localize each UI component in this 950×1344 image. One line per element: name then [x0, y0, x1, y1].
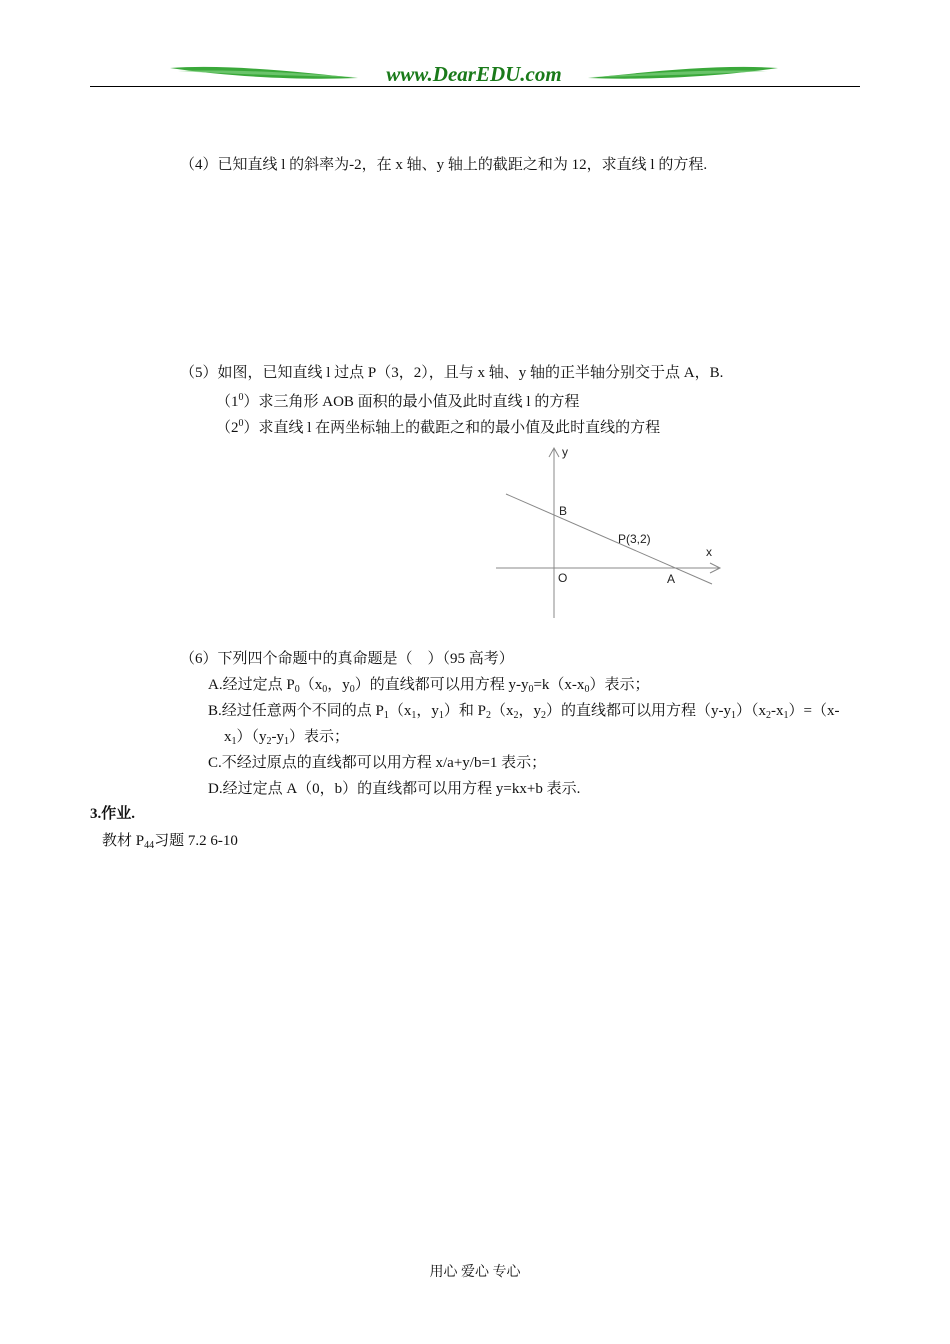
point-p-label: P(3,2) [618, 532, 651, 546]
problem-6: （6）下列四个命题中的真命题是（ ）（95 高考） [180, 651, 514, 667]
option-d: D.经过定点 A（0，b）的直线都可以用方程 y=kx+b 表示. [208, 781, 581, 797]
header-rule [90, 86, 860, 87]
problem-4: （4）已知直线 l 的斜率为-2，在 x 轴、y 轴上的截距之和为 12，求直线 l 的方程. [180, 157, 708, 173]
option-b-line-1: B.经过任意两个不同的点 $P_1(x_1$，$y_1$）和 $P_2(x_2$，$y_2$）的直线都可以用方程$(y-y_1)(x_2-x_1)=(x-$ [208, 703, 840, 721]
option-b-line-2: $x_1)(y_2-y_1)$表示； [224, 729, 350, 747]
option-c: C.不经过原点的直线都可以用方程 x/a+y/b=1 表示； [208, 755, 547, 771]
y-axis-label: y [562, 445, 568, 459]
site-logo [168, 62, 780, 86]
homework-heading: 3.作业. [90, 806, 136, 822]
point-a-label: A [667, 572, 676, 586]
homework-assignment: 教材 $P_{44}$习题 7.2 6-10 [102, 833, 238, 851]
coordinate-figure [490, 442, 730, 620]
problem-5-sub-1: $(1^0)$求三角形 AOB 面积的最小值及此时直线 l 的方程 [216, 392, 580, 410]
origin-label: O [558, 571, 568, 585]
problem-5-sub-2: $(2^0)$求直线 l 在两坐标轴上的截距之和的最小值及此时直线的方程 [216, 418, 661, 436]
option-a: A.经过定点 $P_0(x_0$，$y_0$）的直线都可以用方程 $y-y_0=k(x-x_0)$表示； [208, 677, 650, 695]
page-footer: 用心 爱心 专心 [429, 1265, 521, 1280]
point-b-label: B [559, 504, 568, 518]
logo-text: www.DearEDU.com [386, 62, 562, 86]
problem-5: （5）如图，已知直线 l 过点 P（3，2），且与 x 轴、y 轴的正半轴分别交于点 A，B. [180, 365, 724, 381]
logo-graphic [168, 62, 780, 86]
line-l [506, 494, 712, 584]
x-axis-label: x [706, 545, 712, 559]
